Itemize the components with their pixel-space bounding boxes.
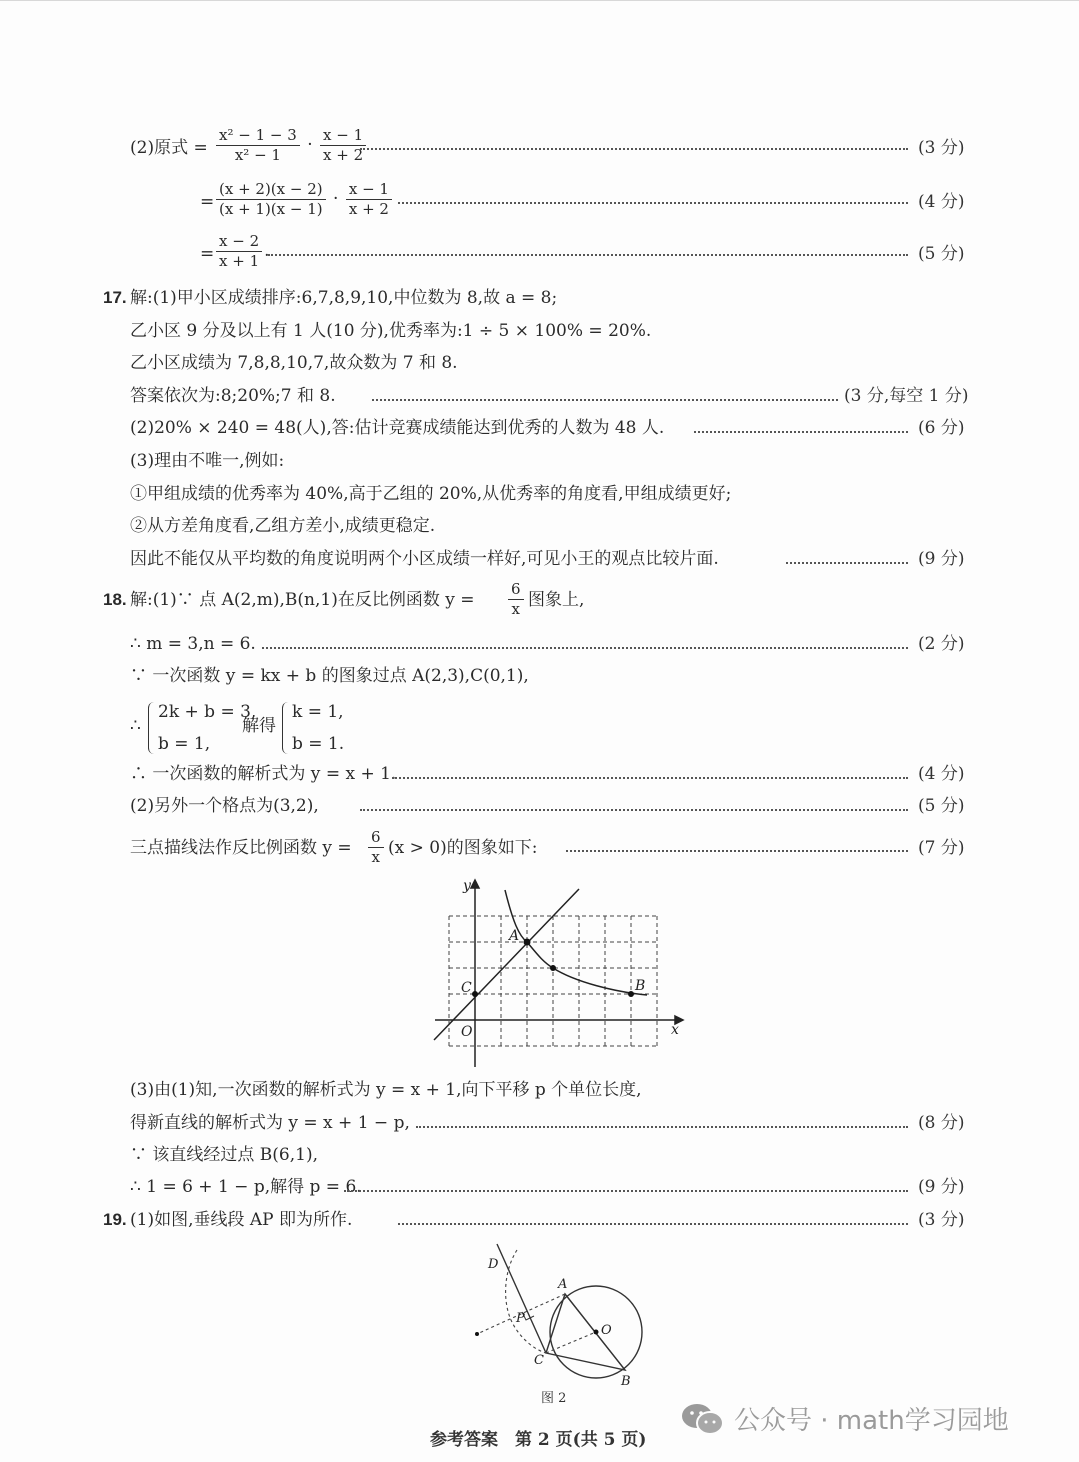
label-a: A — [558, 1277, 568, 1292]
top-border — [0, 0, 1079, 1]
construction-arc — [506, 1250, 546, 1353]
q18-line-1: 18. 解:(1)∵ 点 A(2,m),B(n,1)在反比例函数 y = $\frac{6}{x}$ 图象上, — [103, 580, 585, 618]
q16-expr-3: $\frac{x - 2}{x + 1}$ . — [214, 232, 270, 271]
score: (4 分) — [918, 192, 965, 212]
q16-expr-1: $\frac{\text{x² − 1 − 3}}{\text{x² − 1}}$ · $\frac{x - 1}{x + 2}$ — [214, 126, 368, 165]
q16-line-3: = $\frac{x - 2}{x + 1}$ . (5 分) — [200, 232, 965, 270]
center-o — [594, 1330, 599, 1335]
point-a — [524, 939, 531, 946]
question-number: 19. — [103, 1210, 127, 1229]
score: (4 分) — [918, 764, 965, 784]
q18-line-7: 三点描线法作反比例函数 y = $\frac{6}{x}$ (x > 0)的图象如下: (7 分) — [130, 828, 965, 866]
score: (5 分) — [918, 796, 965, 816]
leader-dots — [344, 1188, 908, 1192]
question-number: 18. — [103, 590, 127, 609]
q16-expr-2: $\frac{(x + 2)(x - 2)}{(x + 1)(x - 1)}$ · $\frac{x - 1}{x + 2}$ — [214, 180, 394, 219]
equation-system: 2k + b = 3, b = 1, — [146, 696, 256, 760]
question-number: 17. — [103, 288, 127, 307]
grid — [449, 916, 657, 1046]
leader-dots — [566, 848, 908, 852]
label-b: B — [635, 978, 646, 994]
score: (6 分) — [918, 418, 965, 438]
label-c: C — [534, 1353, 544, 1368]
score: (5 分) — [918, 244, 965, 264]
leader-dots — [416, 1124, 908, 1128]
y-axis-arrow-icon — [471, 880, 479, 888]
score: (9 分) — [918, 1177, 965, 1197]
score: (3 分) — [918, 138, 965, 158]
score: (3 分) — [918, 1210, 965, 1230]
leader-dots — [262, 645, 908, 649]
point-3-2 — [550, 965, 556, 971]
score: (2 分) — [918, 634, 965, 654]
construction-point — [475, 1332, 479, 1336]
figure-caption: 图 2 — [541, 1391, 567, 1406]
origin-label: O — [461, 1024, 473, 1040]
leader-dots — [268, 252, 908, 256]
watermark — [680, 1400, 1009, 1437]
score: (8 分) — [918, 1113, 965, 1133]
watermark-text: 公众号 · math学习园地 — [734, 1406, 1009, 1436]
leader-dots — [360, 146, 908, 150]
q16-prefix: (2)原式 = — [130, 138, 208, 158]
label-p: P — [516, 1311, 525, 1326]
leader-dots — [372, 397, 838, 401]
leader-dots — [398, 200, 908, 204]
radius-oc — [546, 1332, 596, 1353]
score: (7 分) — [918, 838, 965, 858]
linear-function-line — [434, 889, 579, 1040]
label-o: O — [601, 1323, 612, 1338]
q18-system: ∴ 2k + b = 3, b = 1, 解得 k = 1, b = 1. — [0, 696, 1079, 756]
label-b: B — [621, 1374, 631, 1389]
function-graph — [425, 872, 690, 1072]
wechat-icon — [680, 1401, 726, 1437]
q16-line-1 — [0, 126, 1079, 170]
leader-dots — [360, 807, 908, 811]
geometry-figure — [455, 1242, 655, 1407]
leader-dots — [398, 1221, 908, 1225]
point-b — [628, 991, 634, 997]
y-axis-label: y — [463, 878, 471, 894]
label-d: D — [488, 1257, 499, 1272]
page-footer: 参考答案 第 2 页(共 5 页) — [430, 1430, 647, 1450]
score: (3 分,每空 1 分) — [844, 386, 969, 406]
leader-dots — [694, 429, 908, 433]
q16-line-2: = $\frac{(x + 2)(x - 2)}{(x + 1)(x - 1)}$ · $\frac{x - 1}{x + 2}$ (4 分) — [200, 180, 965, 218]
leader-dots — [786, 560, 908, 564]
solution-system: k = 1, b = 1. — [280, 696, 344, 760]
point-c — [472, 991, 478, 997]
label-c: C — [461, 980, 472, 996]
score: (9 分) — [918, 549, 965, 569]
label-a: A — [509, 928, 520, 944]
x-axis-label: x — [671, 1022, 679, 1038]
leader-dots — [392, 775, 908, 779]
